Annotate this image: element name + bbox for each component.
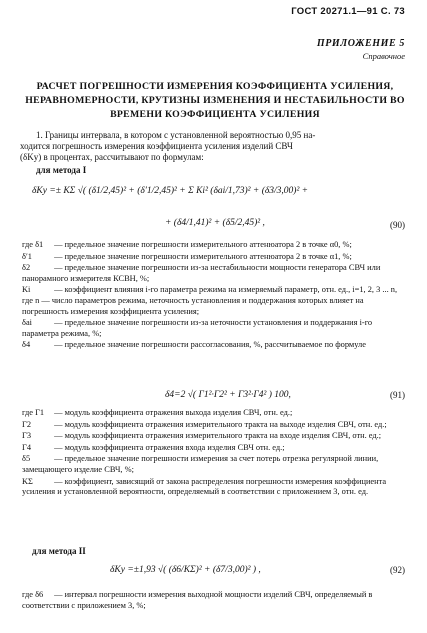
method1-label: для метода I: [36, 165, 87, 175]
def-item: Г4 — модуль коэффициента отражения входа изделия СВЧ отн. ед.;: [22, 442, 285, 452]
def-item: δ5 — предельное значение погрешности измерения за счет потерь отрезка регулярной линии, замещающего изделие СВЧ, %;: [22, 454, 379, 474]
definitions-2: [22, 408, 410, 498]
def-item: δ4 — предельное значение погрешности рассогласования, %, рассчитываемое по формуле: [22, 340, 366, 350]
def-item: KΣ — коэффициент, зависящий от закона распределения погрешности измерения коэффициента усиления и установленной вероятности, определяемый в соответствии с приложением 3, отн. ед.: [22, 476, 387, 497]
intro-line-2: ходится погрешность измерения коэффициента усиления изделий СВЧ: [20, 141, 293, 151]
def-item: Г3 — модуль коэффициента отражения измерительного тракта на входе изделия СВЧ, отн. ед.;: [22, 431, 382, 441]
appendix-subtitle: Справочное: [362, 51, 405, 61]
eq-number-92: (92): [390, 565, 405, 575]
section-title: РАСЧЕТ ПОГРЕШНОСТИ ИЗМЕРЕНИЯ КОЭФФИЦИЕНТА УСИЛЕНИЯ, НЕРАВНОМЕРНОСТИ, КРУТИЗНЫ ИЗМЕНЕНИЯ И НЕСТАБИЛЬНОСТИ ВО ВРЕМЕНИ КОЭФФИЦИЕНТА УСИЛЕНИЯ: [25, 81, 405, 120]
intro-line-1: 1. Границы интервала, в котором с установленной вероятностью 0,95 на-: [36, 130, 316, 140]
def-item: δai — предельное значение погрешности из-за неточности установления и поддержания i-го параметра режима, %;: [22, 318, 373, 338]
eq-number-90: (90): [390, 220, 405, 230]
def-item: где δ6 — интервал погрешности измерения выходной мощности изделий СВЧ, определяемый в соответствии с приложением 3, %;: [22, 590, 373, 610]
definitions-1: [22, 240, 410, 351]
formula-92: δKу =±1,93 √( (δ6/KΣ)² + (δ7/3,00)² ) ,: [110, 565, 261, 575]
page-header: ГОСТ 20271.1—91 С. 73: [291, 6, 405, 17]
formula-90-line-1: δKу =± KΣ √( (δ1/2,45)² + (δ′1/2,45)² + Σ Ki² (δai/1,73)² + (δ3/3,00)² +: [32, 186, 309, 196]
def-item: где Г1 — модуль коэффициента отражения выхода изделия СВЧ, отн. ед.;: [22, 408, 293, 417]
definitions-3: [22, 590, 410, 611]
def-item: δ2 — предельное значение погрешности из-за нестабильности мощности генератора СВЧ или панорамного измерителя КСВН, %;: [22, 263, 381, 283]
def-item: Ki — коэффициент влияния i-го параметра режима на измеряемый параметр, отн. ед., i=1, 2, 3 ... n, где n — число параметров режима, неточность установления и поддержания которых влияет на погрешность измерения коэффициента усиления;: [22, 285, 398, 316]
appendix-title: ПРИЛОЖЕНИЕ 5: [316, 38, 405, 49]
def-item: где δ1 — предельное значение погрешности измерительного аттенюатора 2 в точке α0, %;: [22, 240, 352, 249]
def-item: δ′1 — предельное значение погрешности измерительного аттенюатора 2 в точке α1, %;: [22, 251, 352, 261]
formula-91: δ4=2 √( Г1²·Г2² + Г3²·Г4² ) 100,: [165, 390, 291, 400]
eq-number-91: (91): [390, 390, 405, 400]
method2-label: для метода II: [32, 546, 86, 556]
formula-90-line-2: + (δ4/1,41)² + (δ5/2,45)² ,: [165, 218, 265, 228]
intro-line-3: (δKу) в процентах, рассчитывают по формулам:: [20, 152, 204, 162]
def-item: Г2 — модуль коэффициента отражения измерительного тракта на выходе изделия СВЧ, отн. ед.;: [22, 419, 387, 429]
